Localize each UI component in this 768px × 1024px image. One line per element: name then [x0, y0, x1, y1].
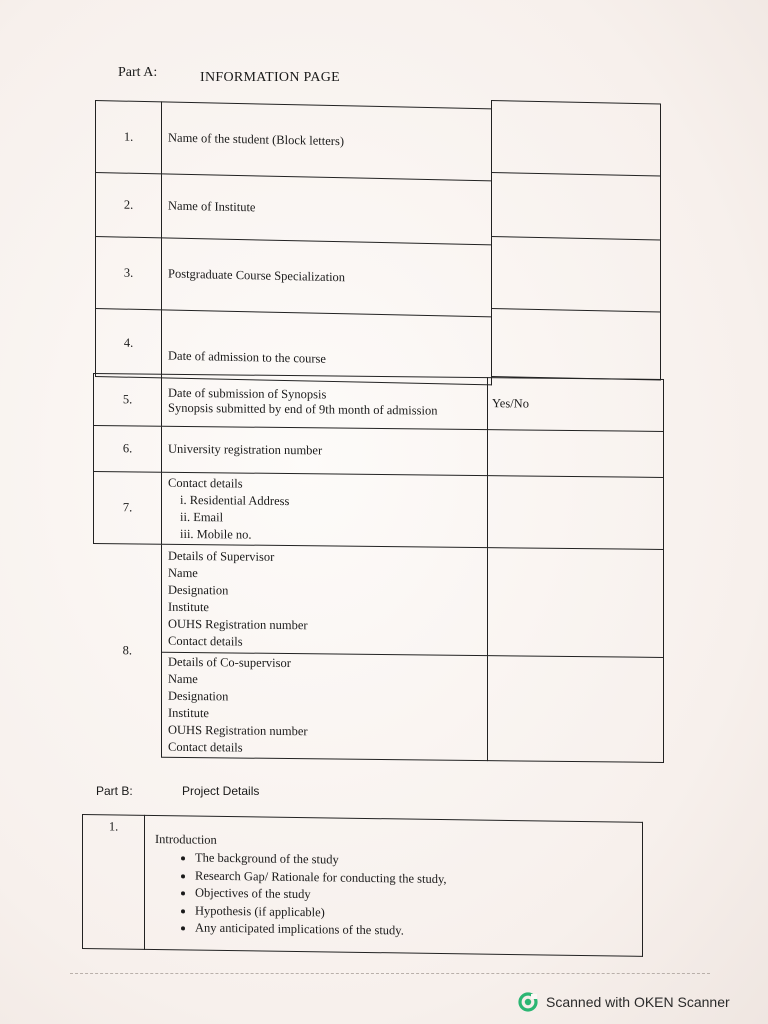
table-row — [94, 544, 664, 658]
introduction-bullets — [155, 849, 634, 943]
oken-scanner-logo-icon — [518, 992, 538, 1012]
value-cell-cosupervisor[interactable] — [488, 656, 664, 763]
contact-item-address: i. Residential Address — [180, 492, 290, 508]
table-row — [96, 101, 492, 181]
cosupervisor-field-contact: Contact details — [168, 739, 243, 755]
synopsis-date-label: Date of submission of Synopsis — [168, 385, 327, 401]
field-label-institute: Name of Institute — [162, 174, 492, 245]
field-label-registration-number: University registration number — [162, 426, 488, 475]
contact-item-email: ii. Email — [180, 509, 224, 524]
cosupervisor-title: Details of Co-supervisor — [168, 654, 291, 671]
project-details-table — [82, 814, 643, 957]
table-row — [96, 237, 492, 317]
scanner-watermark — [518, 992, 730, 1012]
part-b-label: Part B: — [96, 784, 133, 798]
cosupervisor-field-name: Name — [168, 671, 198, 687]
row-number: 6. — [94, 426, 162, 473]
row-number: 3. — [96, 237, 162, 310]
cosupervisor-field-designation: Designation — [168, 688, 229, 704]
list-item: • Research Gap/ Rationale for conducting the study, — [195, 867, 634, 891]
synopsis-yes-no-value[interactable]: Yes/No — [488, 378, 664, 432]
field-label-supervisor — [162, 544, 488, 655]
introduction-title: Introduction — [155, 832, 217, 847]
value-cell-institute[interactable] — [492, 173, 661, 241]
value-cell-course-specialization[interactable] — [492, 237, 661, 313]
row-number: 2. — [96, 173, 162, 238]
row-number: 1. — [83, 815, 145, 950]
value-cell-registration-number[interactable] — [488, 430, 664, 478]
page-bottom-rule — [70, 973, 710, 974]
list-item: • Hypothesis (if applicable) — [195, 902, 634, 926]
field-label-synopsis — [162, 374, 488, 429]
list-item: • Objectives of the study — [195, 885, 634, 909]
synopsis-submitted-label: Synopsis submitted by end of 9th month of admission — [168, 400, 438, 418]
contact-item-mobile: iii. Mobile no. — [180, 526, 252, 542]
value-cell-student-name[interactable] — [492, 101, 661, 177]
field-label-student-name: Name of the student (Block letters) — [162, 102, 492, 181]
field-label-contact-details — [162, 472, 488, 547]
introduction-cell[interactable] — [145, 815, 643, 956]
list-item: • The background of the study — [195, 850, 634, 874]
table-row — [94, 426, 664, 478]
row-number: 1. — [96, 101, 162, 174]
part-a-label: Part A: — [118, 65, 158, 80]
row-number: 5. — [94, 374, 162, 427]
scanner-watermark-text: Scanned with OKEN Scanner — [546, 994, 730, 1010]
row-number: 4. — [96, 309, 162, 378]
table-row — [96, 173, 492, 245]
table-row — [94, 472, 664, 550]
value-cell-contact-details[interactable] — [488, 476, 664, 550]
supervisor-field-contact: Contact details — [168, 633, 243, 649]
table-row — [94, 374, 664, 432]
row-number: 8. — [94, 544, 162, 758]
value-cell-supervisor[interactable] — [488, 548, 664, 658]
information-table-lower — [93, 373, 664, 763]
supervisor-field-name: Name — [168, 565, 198, 580]
field-label-cosupervisor — [162, 652, 488, 760]
information-table-values — [491, 100, 661, 381]
field-label-admission-date: Date of admission to the course — [162, 310, 492, 385]
list-item: • Any anticipated implications of the study. — [195, 920, 634, 944]
field-label-course-specialization: Postgraduate Course Specialization — [162, 238, 492, 317]
information-table — [95, 100, 492, 385]
value-cell-admission-date[interactable] — [492, 309, 661, 381]
part-a-title: INFORMATION PAGE — [200, 70, 341, 85]
contact-details-title: Contact details — [168, 475, 243, 491]
part-b-title: Project Details — [182, 784, 260, 798]
supervisor-field-registration: OUHS Registration number — [168, 616, 308, 632]
cosupervisor-field-institute: Institute — [168, 705, 209, 721]
cosupervisor-field-registration: OUHS Registration number — [168, 722, 308, 739]
supervisor-field-institute: Institute — [168, 599, 209, 614]
supervisor-field-designation: Designation — [168, 582, 229, 597]
row-number: 7. — [94, 472, 162, 545]
supervisor-title: Details of Supervisor — [168, 548, 275, 564]
table-row — [94, 652, 664, 763]
table-row — [83, 815, 643, 957]
